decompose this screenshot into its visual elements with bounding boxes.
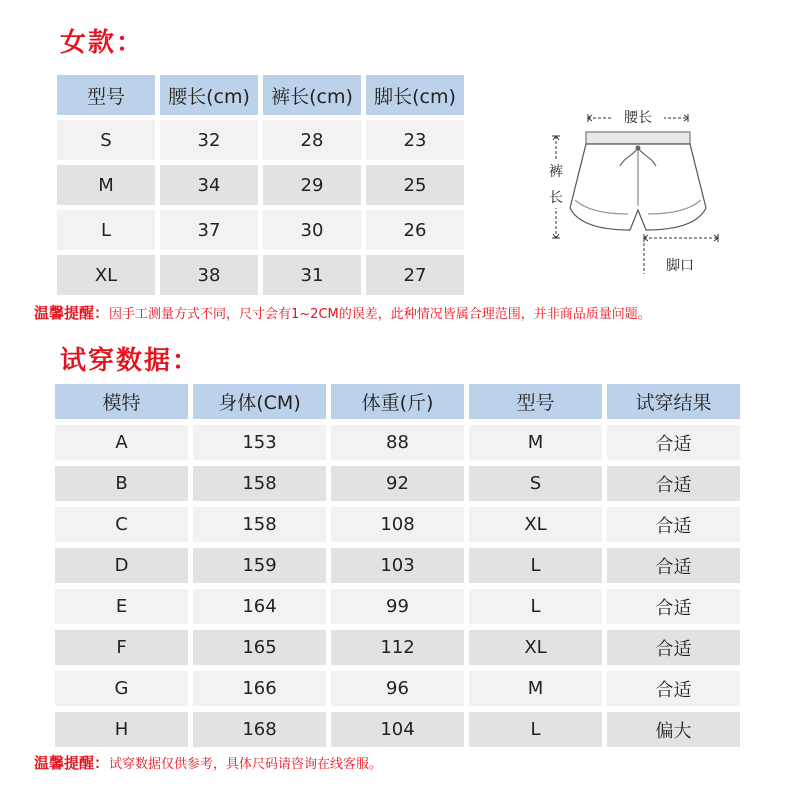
weight-cell: 112	[331, 630, 464, 665]
height-cell: 166	[193, 671, 326, 706]
length-cell: 28	[263, 120, 361, 160]
table-row	[55, 548, 740, 583]
table-row	[55, 507, 740, 542]
model-cell: G	[55, 671, 188, 706]
weight-cell: 99	[331, 589, 464, 624]
result-cell: 合适	[607, 671, 740, 706]
result-cell: 合适	[607, 589, 740, 624]
weight-cell: 92	[331, 466, 464, 501]
header-size: 型号	[469, 384, 602, 419]
table-row	[57, 120, 464, 160]
length-dimension	[547, 136, 565, 238]
result-cell: 合适	[607, 507, 740, 542]
length-label-top: 裤	[549, 164, 563, 180]
waist-dimension	[588, 106, 688, 128]
model-cell: F	[55, 630, 188, 665]
hem-cell: 25	[366, 165, 464, 205]
size-cell: L	[469, 712, 602, 747]
size-cell: L	[469, 548, 602, 583]
height-cell: 158	[193, 466, 326, 501]
size-cell: XL	[469, 507, 602, 542]
header-hem: 脚长(cm)	[366, 75, 464, 115]
size-cell: S	[57, 120, 155, 160]
length-cell: 31	[263, 255, 361, 295]
waist-label: 腰长	[624, 110, 652, 126]
model-cell: C	[55, 507, 188, 542]
height-cell: 158	[193, 507, 326, 542]
table-row	[55, 671, 740, 706]
size-cell: M	[57, 165, 155, 205]
weight-cell: 96	[331, 671, 464, 706]
height-cell: 153	[193, 425, 326, 460]
weight-cell: 104	[331, 712, 464, 747]
header-weight: 体重(斤)	[331, 384, 464, 419]
waist-cell: 32	[160, 120, 258, 160]
fit-section-title: 试穿数据：	[60, 346, 201, 376]
model-cell: B	[55, 466, 188, 501]
height-cell: 164	[193, 589, 326, 624]
height-cell: 168	[193, 712, 326, 747]
size-cell: M	[469, 671, 602, 706]
weight-cell: 108	[331, 507, 464, 542]
table-row	[55, 466, 740, 501]
waist-cell: 37	[160, 210, 258, 250]
model-cell: E	[55, 589, 188, 624]
result-cell: 合适	[607, 548, 740, 583]
note-label: 温馨提醒：	[34, 754, 110, 772]
height-cell: 159	[193, 548, 326, 583]
size-cell: L	[469, 589, 602, 624]
table-row	[57, 255, 464, 295]
size-cell: L	[57, 210, 155, 250]
table-row	[55, 589, 740, 624]
size-table-header	[57, 75, 464, 115]
note-label: 温馨提醒：	[34, 304, 110, 322]
result-cell: 偏大	[607, 712, 740, 747]
size-section-title: 女款：	[60, 28, 145, 58]
size-note	[34, 302, 651, 323]
header-size: 型号	[57, 75, 155, 115]
shorts-outline	[570, 132, 706, 230]
header-waist: 腰长(cm)	[160, 75, 258, 115]
table-row	[55, 630, 740, 665]
table-row	[55, 425, 740, 460]
waist-cell: 38	[160, 255, 258, 295]
hem-cell: 23	[366, 120, 464, 160]
table-row	[55, 712, 740, 747]
header-height: 身体(CM)	[193, 384, 326, 419]
note-text: 因手工测量方式不同，尺寸会有1~2CM的误差，此种情况皆属合理范围，并非商品质量问题。	[109, 307, 651, 322]
header-result: 试穿结果	[607, 384, 740, 419]
length-label-bottom: 长	[549, 190, 563, 206]
result-cell: 合适	[607, 630, 740, 665]
model-cell: D	[55, 548, 188, 583]
model-cell: A	[55, 425, 188, 460]
length-cell: 30	[263, 210, 361, 250]
table-row	[57, 210, 464, 250]
fit-note	[34, 752, 382, 773]
size-cell: XL	[57, 255, 155, 295]
model-cell: H	[55, 712, 188, 747]
weight-cell: 88	[331, 425, 464, 460]
size-cell: M	[469, 425, 602, 460]
result-cell: 合适	[607, 466, 740, 501]
size-cell: XL	[469, 630, 602, 665]
note-text: 试穿数据仅供参考，具体尺码请咨询在线客服。	[109, 757, 383, 772]
height-cell: 165	[193, 630, 326, 665]
hem-label: 脚口	[666, 258, 694, 274]
fit-table	[50, 378, 745, 753]
shorts-diagram	[520, 88, 780, 288]
fit-table-header	[55, 384, 740, 419]
hem-cell: 26	[366, 210, 464, 250]
header-length: 裤长(cm)	[263, 75, 361, 115]
result-cell: 合适	[607, 425, 740, 460]
size-cell: S	[469, 466, 602, 501]
waist-cell: 34	[160, 165, 258, 205]
table-row	[57, 165, 464, 205]
size-table	[52, 70, 469, 300]
weight-cell: 103	[331, 548, 464, 583]
hem-dimension	[644, 234, 718, 274]
length-cell: 29	[263, 165, 361, 205]
hem-cell: 27	[366, 255, 464, 295]
header-model: 模特	[55, 384, 188, 419]
